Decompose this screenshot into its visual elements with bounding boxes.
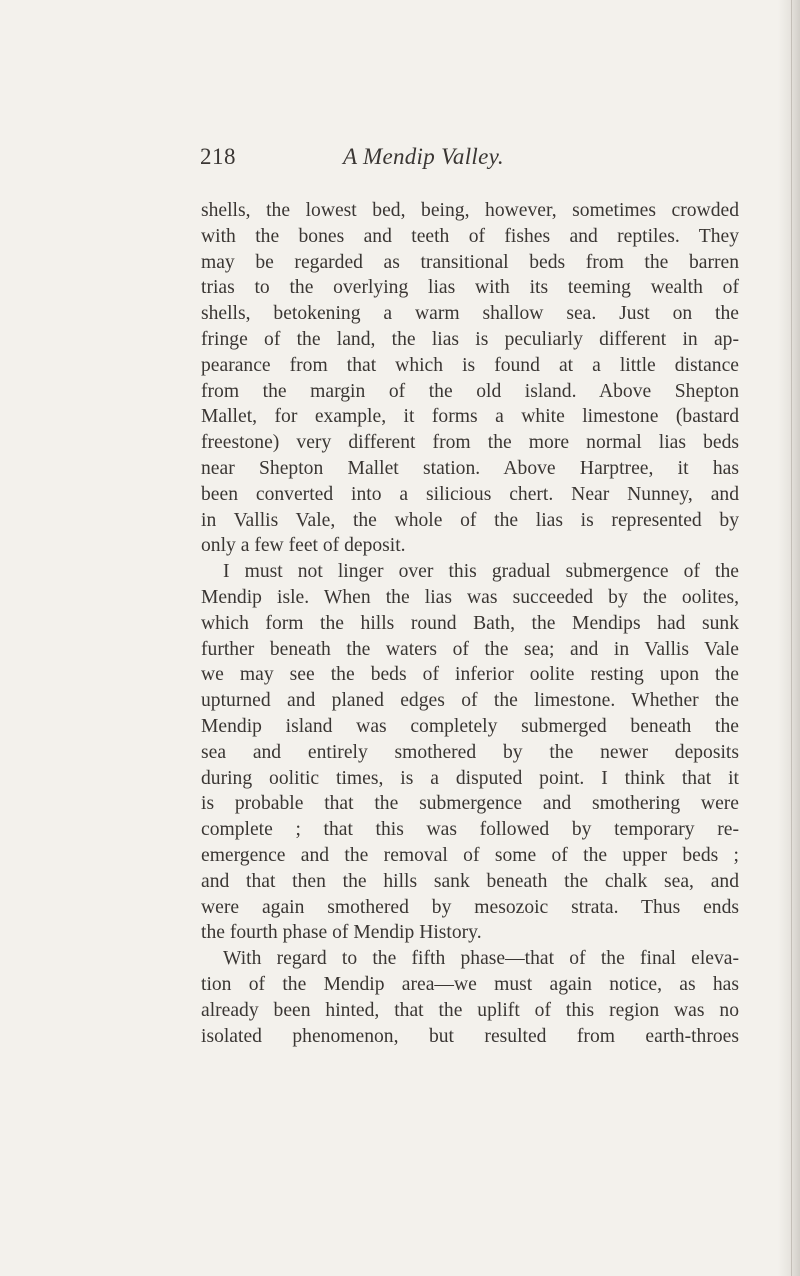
text-line: isolated phenomenon, but resulted from earth-throes xyxy=(201,1025,739,1047)
text-line: trias to the overlying lias with its teeming wealth of xyxy=(201,277,739,299)
text-line: already been hinted, that the uplift of this region was no xyxy=(201,999,739,1021)
running-header xyxy=(200,144,760,184)
text-line: pearance from that which is found at a little distance xyxy=(201,354,739,376)
page-number: 218 xyxy=(200,144,236,169)
text-line: near Shepton Mallet station. Above Harptree, it has xyxy=(201,457,739,479)
text-line: the fourth phase of Mendip History. xyxy=(201,922,482,944)
text-line: shells, the lowest bed, being, however, sometimes crowded xyxy=(201,200,739,221)
text-line: we may see the beds of inferior oolite resting upon the xyxy=(201,664,739,686)
text-line: in Vallis Vale, the whole of the lias is represented by xyxy=(201,509,739,531)
text-line: may be regarded as transitional beds from the barren xyxy=(201,251,739,273)
text-line: freestone) very different from the more normal lias beds xyxy=(201,432,739,454)
text-line: complete ; that this was followed by temporary re- xyxy=(201,819,739,841)
page-edge-line xyxy=(791,0,792,1276)
text-line: further beneath the waters of the sea; and in Vallis Vale xyxy=(201,638,739,660)
body-text xyxy=(201,198,739,1049)
text-line: shells, betokening a warm shallow sea. Just on the xyxy=(201,303,739,325)
text-line: been converted into a silicious chert. Near Nunney, and xyxy=(201,483,739,505)
text-line: tion of the Mendip area—we must again notice, as has xyxy=(201,973,739,995)
text-line: I must not linger over this gradual submergence of the xyxy=(223,561,739,583)
text-line: during oolitic times, is a disputed point. I think that it xyxy=(201,767,739,789)
text-line: and that then the hills sank beneath the chalk sea, and xyxy=(201,870,739,892)
text-line: Mendip island was completely submerged beneath the xyxy=(201,715,739,737)
text-line: With regard to the fifth phase—that of the final eleva- xyxy=(223,948,739,970)
text-line: Mallet, for example, it forms a white limestone (bastard xyxy=(201,406,739,428)
text-line: only a few feet of deposit. xyxy=(201,535,406,557)
page-edge-shadow xyxy=(778,0,800,1276)
text-line: is probable that the submergence and smothering were xyxy=(201,793,739,815)
text-line: from the margin of the old island. Above Shepton xyxy=(201,380,739,402)
text-line: were again smothered by mesozoic strata. Thus ends xyxy=(201,896,739,918)
running-title: A Mendip Valley. xyxy=(343,144,504,169)
text-line: Mendip isle. When the lias was succeeded by the oolites, xyxy=(201,586,739,608)
text-line: sea and entirely smothered by the newer deposits xyxy=(201,741,739,763)
text-line: which form the hills round Bath, the Mendips had sunk xyxy=(201,612,739,634)
text-line: with the bones and teeth of fishes and reptiles. They xyxy=(201,225,739,247)
text-line: emergence and the removal of some of the upper beds ; xyxy=(201,844,739,866)
text-line: fringe of the land, the lias is peculiarly different in ap- xyxy=(201,328,739,350)
text-line: upturned and planed edges of the limestone. Whether the xyxy=(201,690,739,712)
